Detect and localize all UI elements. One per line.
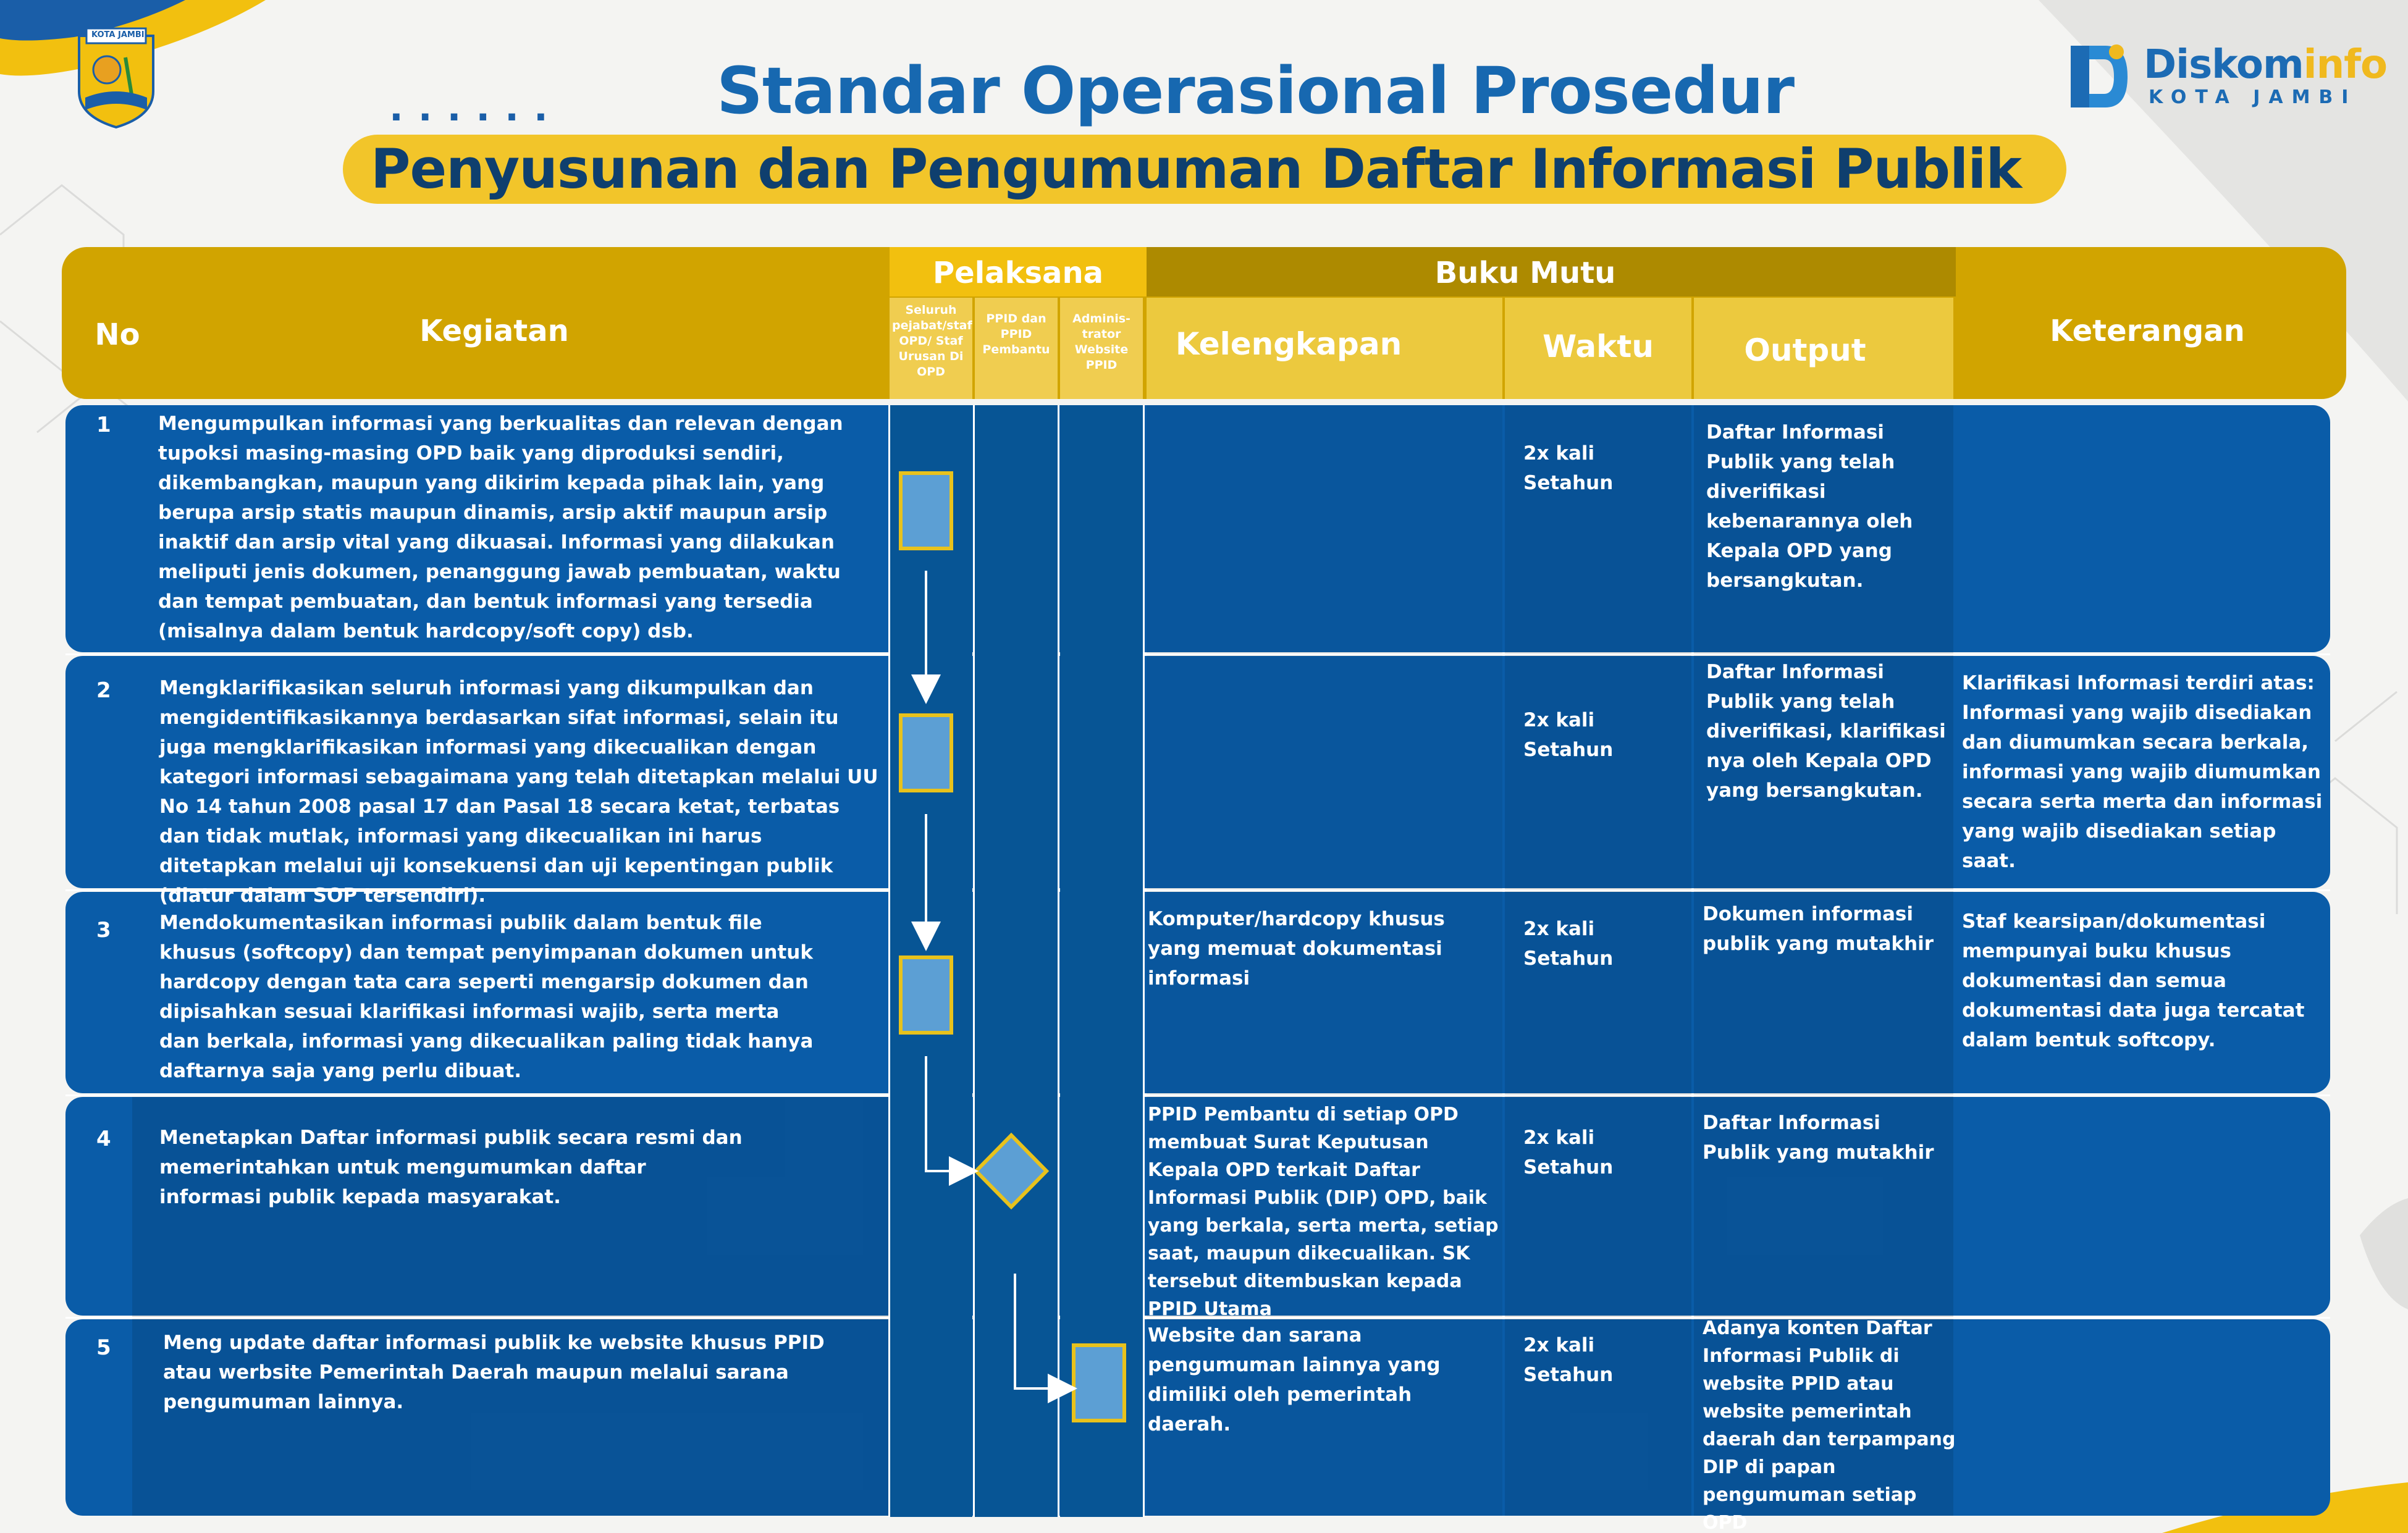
row-5-kegiatan: Meng update daftar informasi publik ke website khusus PPID atau werbsite Pemerintah Daerah maupun melalui sarana pengumuman lainnya. bbox=[163, 1332, 825, 1413]
row-5-kelengkapan: Website dan sarana pengumuman lainnya yang dimiliki oleh pemerintah daerah. bbox=[1148, 1324, 1441, 1435]
row-2-output: Daftar Informasi Publik yang telah diverifikasi, klarifikasi nya oleh Kepala OPD yang bersangkutan. bbox=[1706, 661, 1946, 802]
logo-text: KOTA JAMBI bbox=[91, 30, 145, 40]
decorative-dots: ...... bbox=[389, 86, 563, 130]
pelaksana-col-3-label: Adminis- trator Website PPID bbox=[1072, 312, 1130, 372]
process-flowchart bbox=[888, 405, 1148, 1517]
row-5-output: Adanya konten Daftar Informasi Publik di website PPID atau website pemerintah daerah dan terpampang DIP di papan pengumuman setiap OPD bbox=[1703, 1317, 1956, 1533]
row-3-no: 3 bbox=[96, 918, 111, 943]
row-divider bbox=[65, 1094, 890, 1096]
row-1-kegiatan: Mengumpulkan informasi yang berkualitas dan relevan dengan tupoksi masing-masing OPD baik yang diproduksi sendiri, dikembangkan, maupun yang dikirim kepada pihak lain, yang berupa arsip statis maupun dinamis, arsip aktif maupun arsip inaktif dan arsip vital yang dikuasai. Informasi yang dilakukan meliputi jenis dokumen, penanggung jawab pembuatan, waktu dan tempat pembuatan, dan bentuk informasi yang tersedia (misalnya dalam bentuk hardcopy/soft copy) dsb. bbox=[158, 413, 843, 642]
row-3-kegiatan: Mendokumentasikan informasi publik dalam bentuk file khusus (softcopy) dan tempat penyimpanan dokumen untuk hardcopy dengan tata cara seperti mengarsip dokumen dan dipisahkan sesuai klarifikasi informasi wajib, serta merta dan berkala, informasi yang dikecualikan paling tidak hanya daftarnya saja yang perlu dibuat. bbox=[159, 912, 814, 1082]
keterangan-label: Keterangan bbox=[2050, 314, 2245, 348]
buku-mutu-label: Buku Mutu bbox=[1434, 256, 1616, 290]
row-divider bbox=[1143, 889, 2330, 891]
process-box-step-1 bbox=[901, 473, 951, 548]
row-1-waktu: 2x kali Setahun bbox=[1523, 442, 1614, 494]
row-3-waktu: 2x kali Setahun bbox=[1523, 918, 1614, 970]
row-divider bbox=[65, 653, 890, 655]
row-4-no: 4 bbox=[96, 1127, 111, 1151]
kegiatan-label: Kegiatan bbox=[419, 314, 569, 348]
no-label: No bbox=[95, 317, 140, 352]
process-box-step-3 bbox=[901, 957, 951, 1033]
row-divider bbox=[1143, 653, 2330, 655]
row-2-waktu: 2x kali Setahun bbox=[1523, 709, 1614, 761]
row-2-no: 2 bbox=[96, 678, 111, 703]
row-3-kelengkapan: Komputer/hardcopy khusus yang memuat dokumentasi informasi bbox=[1148, 908, 1445, 989]
row-4-output: Daftar Informasi Publik yang mutakhir bbox=[1703, 1112, 1934, 1164]
pelaksana-label: Pelaksana bbox=[932, 256, 1104, 290]
row-divider bbox=[65, 1317, 890, 1319]
process-box-step-2 bbox=[901, 715, 951, 791]
row-2-kegiatan: Mengklarifikasikan seluruh informasi yang dikumpulkan dan mengidentifikasikannya berdasarkan sifat informasi, selain itu juga mengklarifikasikan informasi yang dikecualikan dengan kategori informasi sebagaimana yang telah ditetapkan melalui UU No 14 tahun 2008 pasal 17 dan Pasal 18 secara ketat, terbatas dan tidak mutlak, informasi yang dikecualikan ini harus ditetapkan melalui uji konsekuensi dan uji kepentingan publik (diatur dalam SOP tersendiri). bbox=[159, 677, 878, 907]
decision-diamond-step-4 bbox=[976, 1135, 1046, 1207]
waktu-label: Waktu bbox=[1543, 329, 1654, 364]
row-divider bbox=[1143, 1094, 2330, 1096]
row-2-keterangan: Klarifikasi Informasi terdiri atas: Informasi yang wajib disediakan dan diumumkan secara berkala, informasi yang wajib diumumkan secara serta merta dan informasi yang wajib disediakan setiap saat. bbox=[1962, 672, 2323, 872]
process-box-step-5 bbox=[1074, 1345, 1124, 1421]
row-4-kelengkapan: PPID Pembantu di setiap OPD membuat Surat Keputusan Kepala OPD terkait Daftar Informasi Publik (DIP) OPD, baik yang berkala, serta merta, setiap saat, maupun dikecualikan. SK tersebut ditembuskan kepada PPID Utama bbox=[1148, 1104, 1499, 1320]
pelaksana-col-2-label: PPID dan PPID Pembantu bbox=[982, 312, 1050, 356]
brand-subtitle: KOTA JAMBI bbox=[2149, 86, 2357, 108]
diskominfo-logo-icon bbox=[2068, 42, 2130, 111]
output-label: Output bbox=[1744, 332, 1866, 368]
row-3-keterangan: Staf kearsipan/dokumentasi mempunyai buku khusus dokumentasi dan semua dokumentasi data juga tercatat dalam bentuk softcopy. bbox=[1962, 910, 2305, 1051]
row-3-output: Dokumen informasi publik yang mutakhir bbox=[1703, 903, 1934, 955]
row-1-no: 1 bbox=[96, 413, 111, 437]
row-5-waktu: 2x kali Setahun bbox=[1523, 1334, 1614, 1386]
pelaksana-col-1-label: Seluruh pejabat/staf OPD/ Staf Urusan Di OPD bbox=[892, 303, 972, 379]
kelengkapan-label: Kelengkapan bbox=[1175, 326, 1402, 362]
row-4-waktu: 2x kali Setahun bbox=[1523, 1127, 1614, 1178]
page-subtitle: Penyusunan dan Pengumuman Daftar Informasi Publik bbox=[371, 137, 2021, 201]
row-5-no: 5 bbox=[96, 1335, 111, 1360]
row-1-output: Daftar Informasi Publik yang telah diverifikasi kebenarannya oleh Kepala OPD yang bersangkutan. bbox=[1706, 421, 1913, 592]
kota-jambi-logo bbox=[73, 23, 159, 128]
row-4-kegiatan: Menetapkan Daftar informasi publik secara resmi dan memerintahkan untuk mengumumkan daftar informasi publik kepada masyarakat. bbox=[159, 1127, 743, 1208]
brand-name: Diskominfo bbox=[2144, 42, 2387, 88]
page-title: Standar Operasional Prosedur bbox=[717, 53, 1795, 128]
